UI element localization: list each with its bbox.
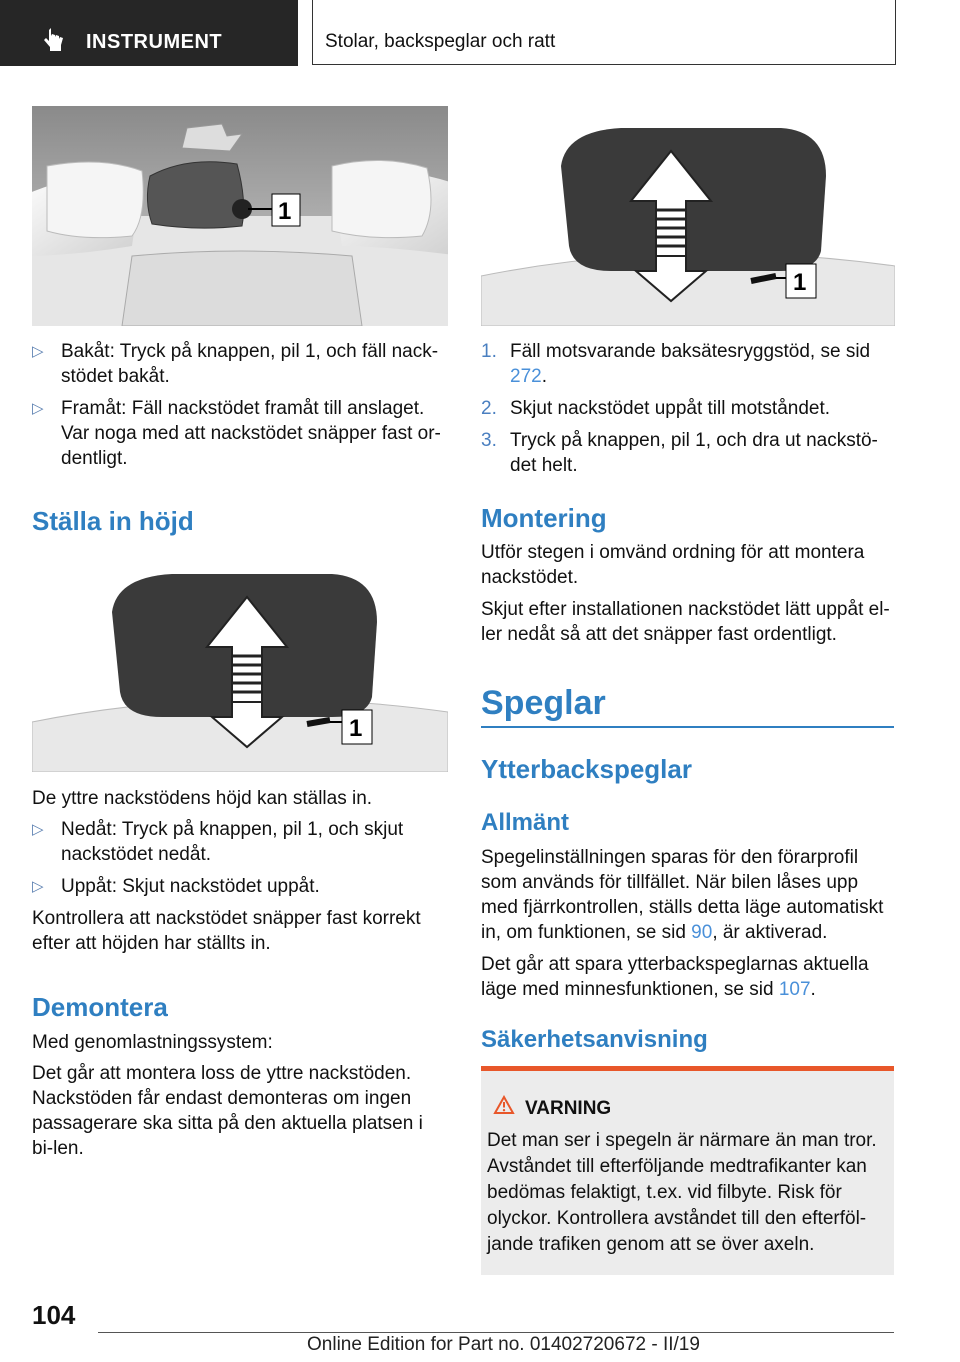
heading-mirrors: Speglar xyxy=(481,684,606,722)
list-item: ▷ Bakåt: Tryck på knappen, pil 1, och fäll nack-stödet bakåt. xyxy=(32,341,439,387)
heading-height: Ställa in höjd xyxy=(32,506,194,536)
callout-label: 1 xyxy=(349,715,363,742)
page-number: 104 xyxy=(32,1300,76,1330)
list-item: ▷ Nedåt: Tryck på knappen, pil 1, och skjut nackstödet nedåt. xyxy=(32,819,404,865)
page-link[interactable]: 272 xyxy=(510,366,542,387)
page-link[interactable]: 107 xyxy=(778,979,811,1000)
paragraph: Spegelinställningen sparas för den förarprofil som används för tillfället. När bilen låses upp med fjärrkontrollen, ställs detta läge automatiskt in, om funktionen, se sid 90, är aktiverad. xyxy=(481,847,884,943)
warning-title: VARNING xyxy=(525,1098,612,1119)
chapter-title-box xyxy=(312,0,896,65)
triangle-bullet-icon: ▷ xyxy=(32,821,44,838)
warning-triangle-icon xyxy=(493,1095,515,1115)
heading-rule xyxy=(481,726,894,728)
chapter-title: Stolar, backspeglar och ratt xyxy=(325,31,556,52)
section-label: INSTRUMENT xyxy=(86,31,223,53)
paragraph: Utför stegen i omvänd ordning för att montera nackstödet. xyxy=(481,542,865,588)
list-item: 2. Skjut nackstödet uppåt till motståndet. xyxy=(481,398,831,419)
warning-box xyxy=(481,1066,894,1275)
figure-headrest-fold xyxy=(32,106,448,326)
paragraph: Kontrollera att nackstödet snäpper fast korrekt efter att höjden har ställts in. xyxy=(32,908,421,954)
paragraph: De yttre nackstödens höjd kan ställas in. xyxy=(32,788,373,809)
heading-outer-mirrors: Ytterbackspeglar xyxy=(481,754,692,784)
callout-label: 1 xyxy=(793,269,807,296)
step-number: 1. xyxy=(481,341,497,362)
step-number: 2. xyxy=(481,398,497,419)
figure-headrest-remove xyxy=(481,106,895,326)
list-item: 3. Tryck på knappen, pil 1, och dra ut nackstö-det helt. xyxy=(481,430,878,476)
heading-safety: Säkerhetsanvisning xyxy=(481,1026,708,1053)
edition-note: Online Edition for Part no. 01402720672 - II/19 xyxy=(307,1334,700,1355)
step-number: 3. xyxy=(481,430,497,451)
heading-general: Allmänt xyxy=(481,809,570,836)
triangle-bullet-icon: ▷ xyxy=(32,878,44,895)
list-item: ▷ Uppåt: Skjut nackstödet uppåt. xyxy=(32,876,320,897)
callout-label: 1 xyxy=(278,198,292,225)
hand-pointer-icon xyxy=(42,28,64,52)
figure-headrest-height xyxy=(32,552,448,772)
triangle-bullet-icon: ▷ xyxy=(32,343,44,360)
heading-remove: Demontera xyxy=(32,992,168,1022)
footer-rule xyxy=(98,1332,894,1333)
paragraph: Med genomlastningssystem: xyxy=(32,1032,273,1053)
heading-mount: Montering xyxy=(481,503,607,533)
paragraph: Det går att montera loss de yttre nackstöden. Nackstöden får endast demonteras om ingen passagerare ska sitta på den aktuella platsen i bi-len. xyxy=(32,1063,423,1159)
warning-text: Det man ser i spegeln är närmare än man tror. Avståndet till efterföljande medtrafikanter kan bedömas felaktigt, t.ex. vid filbyte. Risk för olyckor. Kontrollera avståndet till den efterföl-jande trafiken genom att se över axeln. xyxy=(487,1130,877,1255)
paragraph: Skjut efter installationen nackstödet lätt uppåt el-ler nedåt så att det snäpper fast ordentligt. xyxy=(481,599,890,645)
page-link[interactable]: 90 xyxy=(691,922,713,943)
list-item: 1. Fäll motsvarande baksätesryggstöd, se sid 272. xyxy=(481,341,871,387)
list-item: ▷ Framåt: Fäll nackstödet framåt till anslaget. Var noga med att nackstödet snäpper fast or-dentligt. xyxy=(32,398,441,469)
paragraph: Det går att spara ytterbackspeglarnas aktuella läge med minnesfunktionen, se sid 107. xyxy=(481,954,869,1000)
section-tab xyxy=(0,0,298,66)
triangle-bullet-icon: ▷ xyxy=(32,400,44,417)
